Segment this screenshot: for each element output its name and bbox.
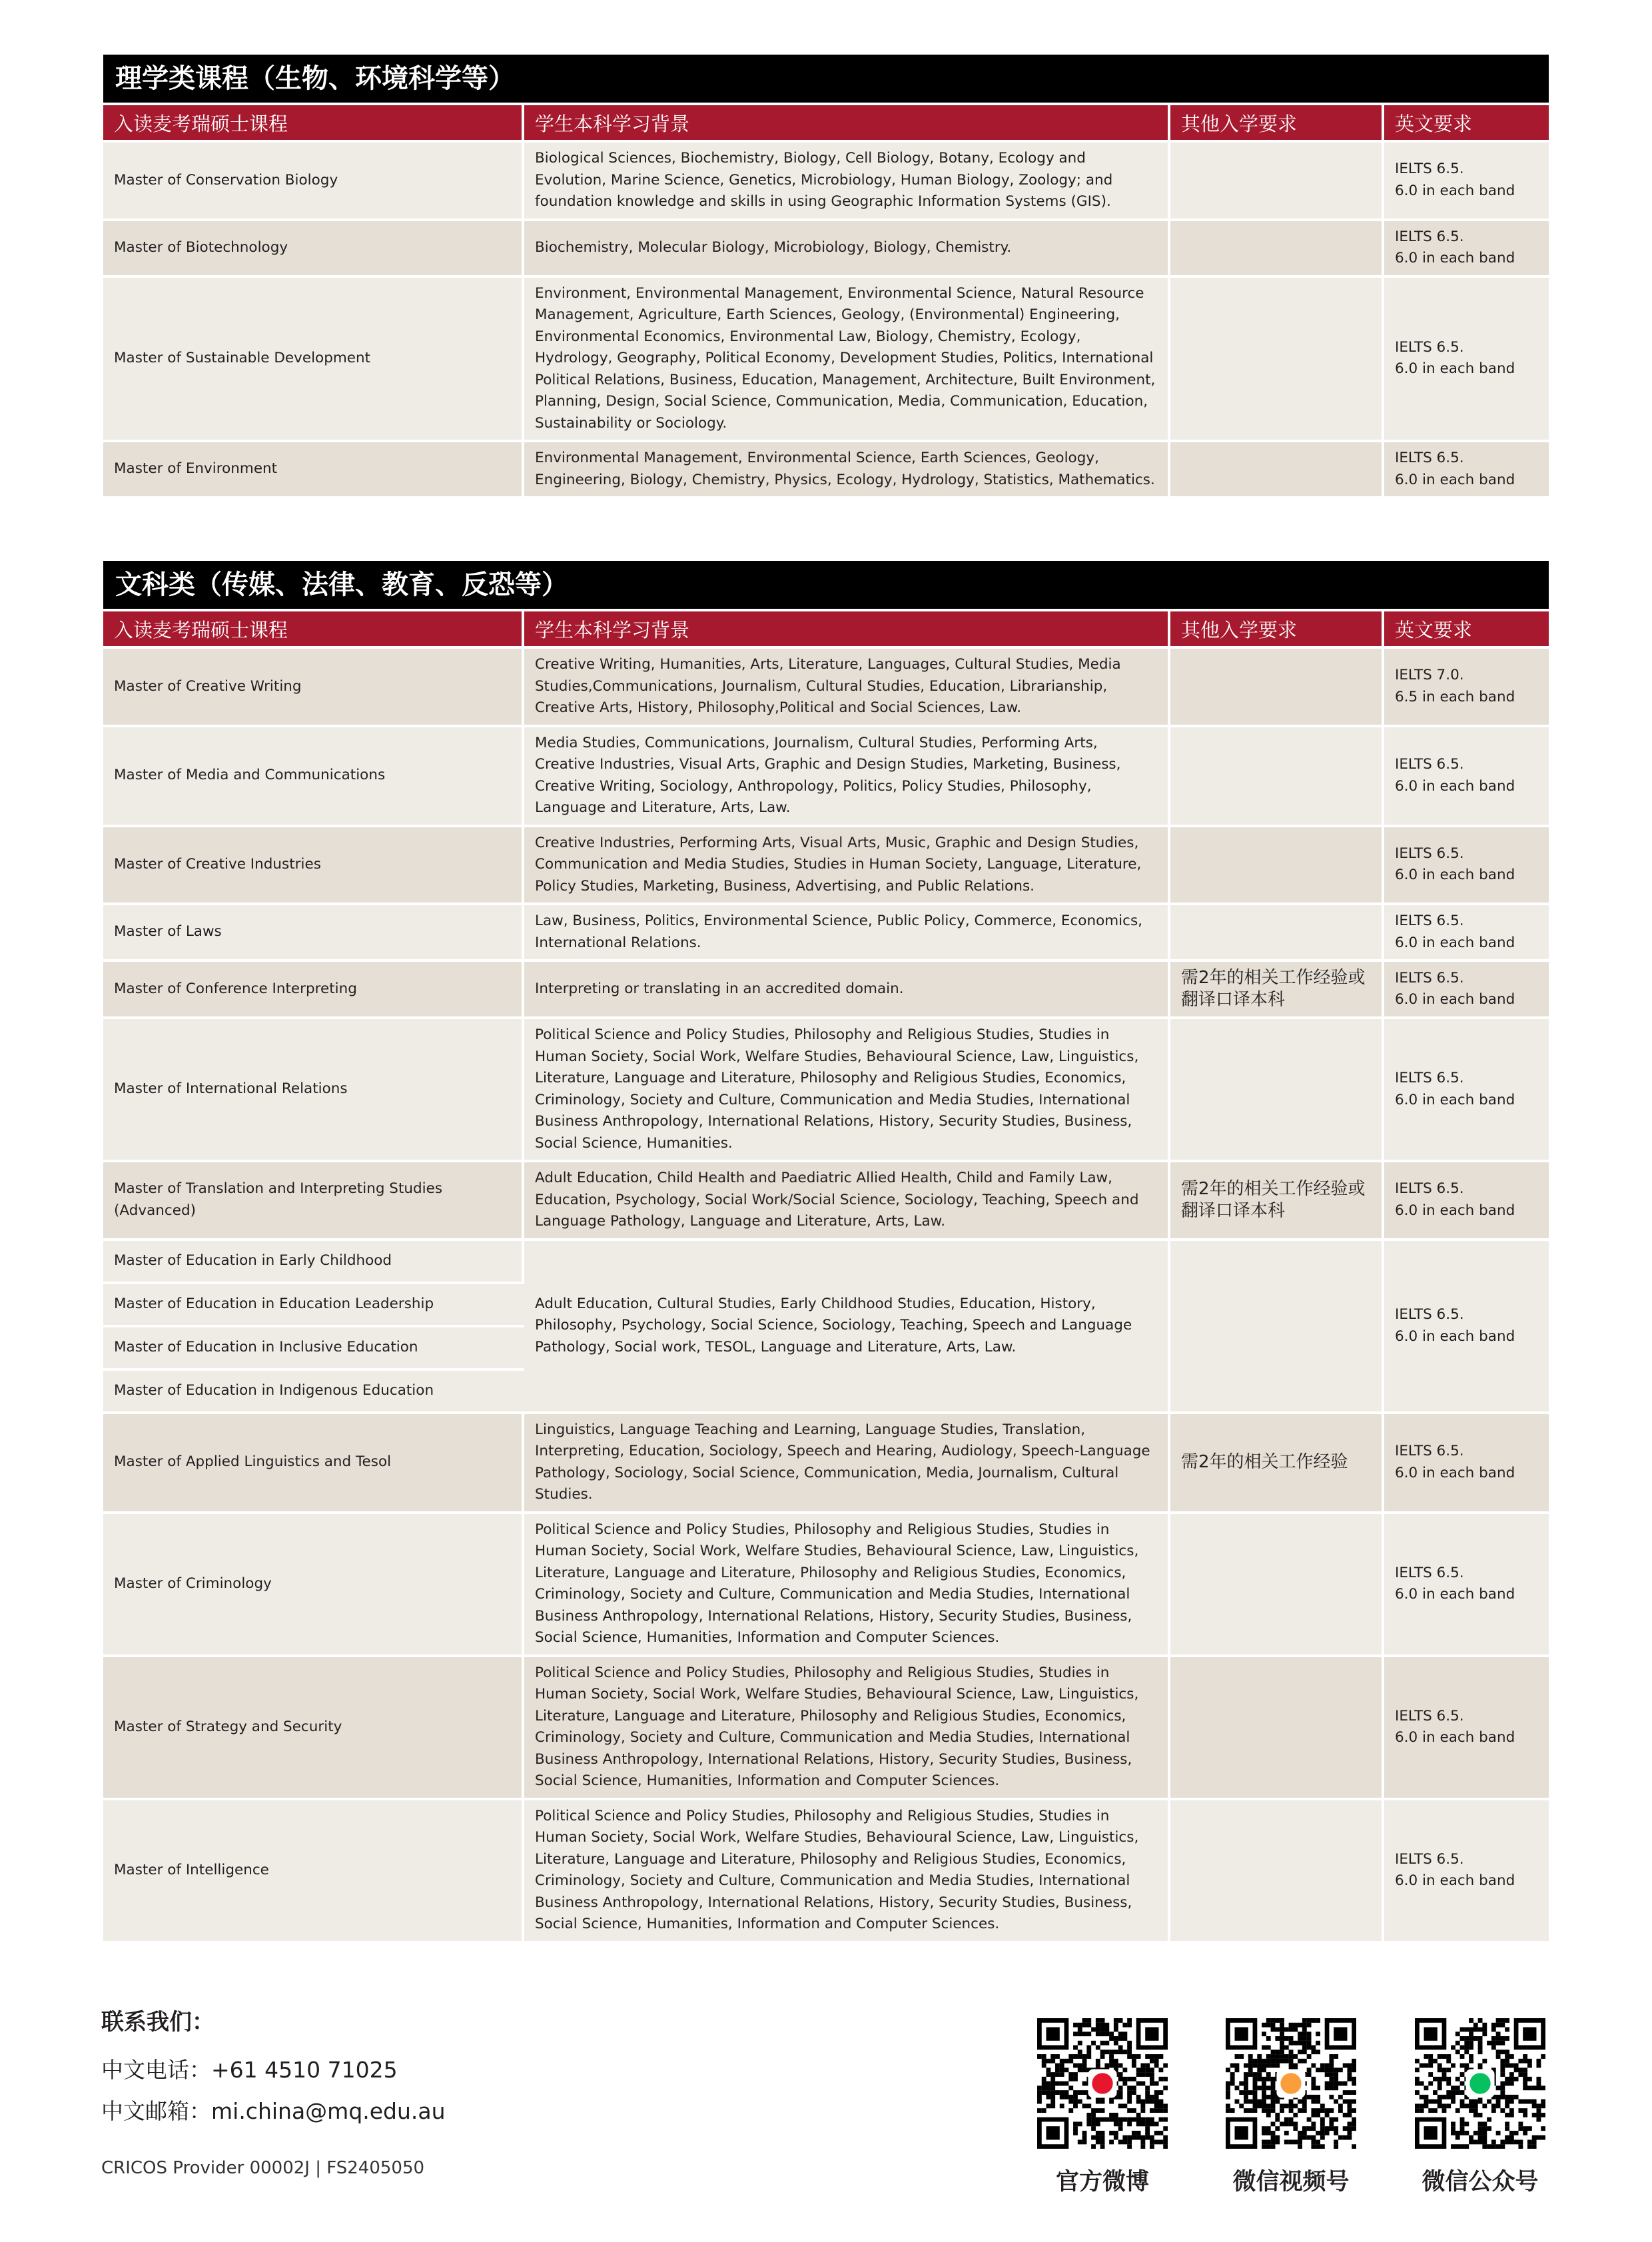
header-other: 其他入学要求	[1170, 105, 1384, 140]
english-cell: IELTS 6.5. 6.0 in each band	[1384, 1798, 1549, 1941]
table-header-row	[103, 105, 1549, 140]
english-cell: IELTS 6.5. 6.0 in each band	[1384, 903, 1549, 959]
other-cell	[1170, 1655, 1384, 1798]
program-cell: Master of Education in Education Leadership	[103, 1282, 524, 1325]
english-cell: IELTS 7.0. 6.5 in each band	[1384, 646, 1549, 725]
background-cell: Environmental Management, Environmental Science, Earth Sciences, Geology, Engineering, Biology, Chemistry, Physics, Ecology, Hydrology, Statistics, Mathematics.	[524, 440, 1170, 496]
other-cell	[1170, 1511, 1384, 1655]
header-english: 英文要求	[1384, 611, 1549, 646]
phone-line	[101, 2050, 446, 2091]
other-cell: 需2年的相关工作经验	[1170, 1411, 1384, 1511]
background-cell: Political Science and Policy Studies, Philosophy and Religious Studies, Studies in Human Society, Social Work, Welfare Studies, Behavioural Science, Law, Linguistics, Literature, Language and Literature, Philosophy and Religious Studies, Economics, Criminology, Society and Culture, Communication and Media Studies, International Business Anthropology, International Relations, History, Security Studies, Business, Social Science, Humanities, Information and Computer Sciences.	[524, 1655, 1170, 1798]
channels-qr-code	[1226, 2018, 1356, 2149]
program-cell: Master of Criminology	[103, 1511, 524, 1655]
english-cell: IELTS 6.5. 6.0 in each band	[1384, 1238, 1549, 1411]
table-row	[103, 903, 1549, 959]
english-cell: IELTS 6.5. 6.0 in each band	[1384, 1411, 1549, 1511]
background-cell: Creative Writing, Humanities, Arts, Literature, Languages, Cultural Studies, Media Studies,Communications, Journalism, Cultural Studies, Education, Librarianship, Creative Arts, History, Philosophy,Political and Social Sciences, Law.	[524, 646, 1170, 725]
table-row	[103, 275, 1549, 440]
background-cell: Biochemistry, Molecular Biology, Microbiology, Biology, Chemistry.	[524, 218, 1170, 275]
background-cell: Political Science and Policy Studies, Philosophy and Religious Studies, Studies in Human Society, Social Work, Welfare Studies, Behavioural Science, Law, Linguistics, Literature, Language and Literature, Philosophy and Religious Studies, Economics, Criminology, Society and Culture, Communication and Media Studies, International Business Anthropology, International Relations, History, Security Studies, Business, Social Science, Humanities, Information and Computer Sciences.	[524, 1511, 1170, 1655]
background-cell: Law, Business, Politics, Environmental Science, Public Policy, Commerce, Economics, International Relations.	[524, 903, 1170, 959]
english-cell: IELTS 6.5. 6.0 in each band	[1384, 825, 1549, 903]
english-cell: IELTS 6.5. 6.0 in each band	[1384, 1016, 1549, 1160]
program-cell: Master of Strategy and Security	[103, 1655, 524, 1798]
header-program: 入读麦考瑞硕士课程	[103, 105, 524, 140]
other-cell	[1170, 140, 1384, 218]
background-cell: Interpreting or translating in an accredited domain.	[524, 959, 1170, 1016]
table-row	[103, 218, 1549, 275]
table-row	[103, 1016, 1549, 1160]
program-cell: Master of Media and Communications	[103, 725, 524, 825]
table-row	[103, 1511, 1549, 1655]
table-row	[103, 959, 1549, 1016]
table-row	[103, 1655, 1549, 1798]
english-cell: IELTS 6.5. 6.0 in each band	[1384, 275, 1549, 440]
table-header-row	[103, 611, 1549, 646]
table-row	[103, 725, 1549, 825]
email-line	[101, 2091, 446, 2132]
other-cell	[1170, 275, 1384, 440]
header-background: 学生本科学习背景	[524, 105, 1170, 140]
table-row	[103, 825, 1549, 903]
other-cell	[1170, 903, 1384, 959]
program-cell: Master of International Relations	[103, 1016, 524, 1160]
english-cell: IELTS 6.5. 6.0 in each band	[1384, 1511, 1549, 1655]
program-cell: Master of Conference Interpreting	[103, 959, 524, 1016]
weibo-qr-code	[1037, 2018, 1168, 2149]
english-cell: IELTS 6.5. 6.0 in each band	[1384, 725, 1549, 825]
wechat-qr-code	[1415, 2018, 1545, 2149]
background-cell: Linguistics, Language Teaching and Learning, Language Studies, Translation, Interpreting, Education, Sociology, Speech and Hearing, Audiology, Speech-Language Pathology, Sociology, Social Science, Communication, Media, Journalism, Cultural Studies.	[524, 1411, 1170, 1511]
background-cell: Media Studies, Communications, Journalism, Cultural Studies, Performing Arts, Creative Industries, Visual Arts, Graphic and Design Studies, Marketing, Business, Creative Writing, Sociology, Anthropology, Politics, Policy Studies, Philosophy, Language and Literature, Arts, Law.	[524, 725, 1170, 825]
arts-section	[103, 561, 1549, 1941]
header-background: 学生本科学习背景	[524, 611, 1170, 646]
background-cell: Environment, Environmental Management, Environmental Science, Natural Resource Management, Agriculture, Earth Sciences, Geology, (Environmental) Engineering, Environmental Economics, Environmental Law, Biology, Chemistry, Ecology, Hydrology, Geography, Political Economy, Development Studies, Politics, International Political Relations, Business, Education, Management, Architecture, Built Environment, Planning, Design, Social Science, Communication, Media, Communication, Education, Sustainability or Sociology.	[524, 275, 1170, 440]
qr-weibo-label: 官方微博	[1055, 2169, 1149, 2195]
english-cell: IELTS 6.5. 6.0 in each band	[1384, 1160, 1549, 1238]
english-cell: IELTS 6.5. 6.0 in each band	[1384, 1655, 1549, 1798]
table-row	[103, 1411, 1549, 1511]
header-english: 英文要求	[1384, 105, 1549, 140]
qr-video-label: 微信视频号	[1232, 2169, 1350, 2195]
english-cell: IELTS 6.5. 6.0 in each band	[1384, 140, 1549, 218]
other-cell	[1170, 218, 1384, 275]
english-cell: IELTS 6.5. 6.0 in each band	[1384, 440, 1549, 496]
header-program: 入读麦考瑞硕士课程	[103, 611, 524, 646]
background-cell: Adult Education, Child Health and Paediatric Allied Health, Child and Family Law, Education, Psychology, Social Work/Social Science, Sociology, Teaching, Speech and Language Pathology, Language and Literature, Arts, Law.	[524, 1160, 1170, 1238]
english-cell: IELTS 6.5. 6.0 in each band	[1384, 959, 1549, 1016]
contact-block	[101, 2004, 446, 2132]
table-row	[103, 1798, 1549, 1941]
phone-label: 中文电话：	[101, 2057, 211, 2083]
channels-icon	[1280, 2073, 1301, 2093]
program-cell: Master of Laws	[103, 903, 524, 959]
science-section	[103, 55, 1549, 496]
english-cell: IELTS 6.5. 6.0 in each band	[1384, 218, 1549, 275]
program-cell: Master of Translation and Interpreting Studies (Advanced)	[103, 1160, 524, 1238]
email-label: 中文邮箱：	[101, 2098, 211, 2124]
phone-number[interactable]: +61 4510 71025	[211, 2057, 398, 2083]
other-cell	[1170, 646, 1384, 725]
table-row	[103, 646, 1549, 725]
qr-video[interactable]	[1224, 2018, 1358, 2197]
arts-table	[103, 611, 1549, 1941]
background-cell: Creative Industries, Performing Arts, Visual Arts, Music, Graphic and Design Studies, Communication and Media Studies, Studies in Human Society, Language, Literature, Policy Studies, Marketing, Business, Advertising, and Public Relations.	[524, 825, 1170, 903]
background-cell: Political Science and Policy Studies, Philosophy and Religious Studies, Studies in Human Society, Social Work, Welfare Studies, Behavioural Science, Law, Linguistics, Literature, Language and Literature, Philosophy and Religious Studies, Economics, Criminology, Society and Culture, Communication and Media Studies, International Business Anthropology, International Relations, History, Security Studies, Business, Social Science, Humanities, Information and Computer Sciences.	[524, 1798, 1170, 1941]
science-section-title: 理学类课程（生物、环境科学等）	[103, 55, 1549, 103]
background-cell: Biological Sciences, Biochemistry, Biology, Cell Biology, Botany, Ecology and Evolution, Marine Science, Genetics, Microbiology, Human Biology, Zoology; and foundation knowledge and skills in using Geographic Information Systems (GIS).	[524, 140, 1170, 218]
header-other: 其他入学要求	[1170, 611, 1384, 646]
other-cell	[1170, 825, 1384, 903]
program-cell: Master of Applied Linguistics and Tesol	[103, 1411, 524, 1511]
table-row	[103, 140, 1549, 218]
other-cell: 需2年的相关工作经验或翻译口译本科	[1170, 959, 1384, 1016]
table-row	[103, 440, 1549, 496]
program-cell: Master of Sustainable Development	[103, 275, 524, 440]
program-cell: Master of Creative Industries	[103, 825, 524, 903]
other-cell	[1170, 1238, 1384, 1411]
background-cell: Adult Education, Cultural Studies, Early Childhood Studies, Education, History, Philosophy, Psychology, Social Science, Sociology, Teaching, Speech and Language Pathology, Social work, TESOL, Language and Literature, Arts, Law.	[524, 1238, 1170, 1411]
email-address[interactable]: mi.china@mq.edu.au	[211, 2098, 446, 2124]
other-cell: 需2年的相关工作经验或翻译口译本科	[1170, 1160, 1384, 1238]
program-cell: Master of Environment	[103, 440, 524, 496]
arts-section-title: 文科类（传媒、法律、教育、反恐等）	[103, 561, 1549, 609]
other-cell	[1170, 1016, 1384, 1160]
program-cell: Master of Biotechnology	[103, 218, 524, 275]
qr-weibo[interactable]	[1036, 2018, 1169, 2197]
other-cell	[1170, 440, 1384, 496]
science-table	[103, 105, 1549, 496]
wechat-icon	[1469, 2073, 1490, 2093]
background-cell: Political Science and Policy Studies, Philosophy and Religious Studies, Studies in Human Society, Social Work, Welfare Studies, Behavioural Science, Law, Linguistics, Literature, Language and Literature, Philosophy and Religious Studies, Economics, Criminology, Society and Culture, Communication and Media Studies, International Business Anthropology, International Relations, History, Security Studies, Business, Social Science, Humanities.	[524, 1016, 1170, 1160]
cricos-text: CRICOS Provider 00002J | FS2405050	[101, 2158, 425, 2178]
table-row	[103, 1160, 1549, 1238]
qr-wechat[interactable]	[1414, 2018, 1547, 2197]
contact-heading: 联系我们：	[101, 2009, 214, 2036]
table-row	[103, 1238, 1549, 1282]
other-cell	[1170, 1798, 1384, 1941]
program-cell: Master of Creative Writing	[103, 646, 524, 725]
program-cell: Master of Education in Early Childhood	[103, 1238, 524, 1282]
program-cell: Master of Conservation Biology	[103, 140, 524, 218]
other-cell	[1170, 725, 1384, 825]
program-cell: Master of Education in Inclusive Education	[103, 1325, 524, 1368]
program-cell: Master of Education in Indigenous Education	[103, 1368, 524, 1411]
weibo-icon	[1092, 2073, 1112, 2093]
qr-wechat-label: 微信公众号	[1422, 2169, 1539, 2195]
program-cell: Master of Intelligence	[103, 1798, 524, 1941]
